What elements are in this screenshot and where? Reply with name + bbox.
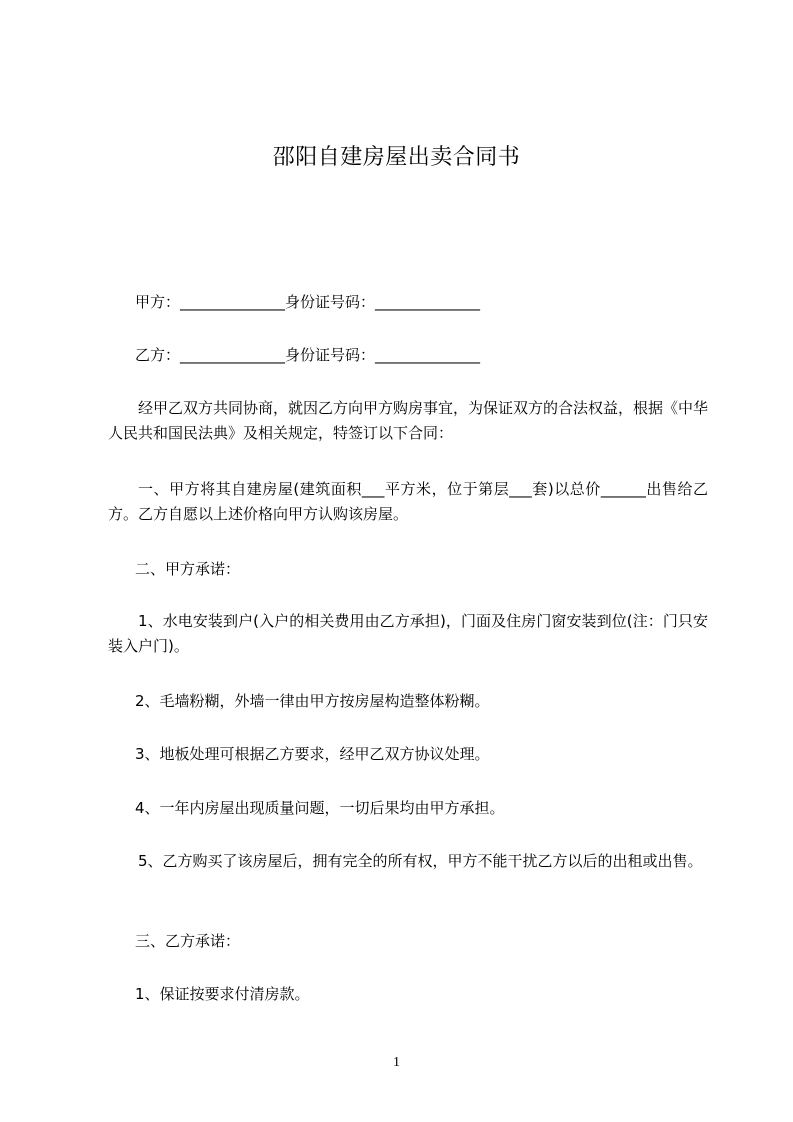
party-b-line: 乙方：______________身份证号码：______________ — [135, 346, 481, 364]
clause-2-item-1: 1、水电安装到户(入户的相关费用由乙方承担)，门面及住房门窗安装到位(注：门只安装入户门)。 — [108, 612, 708, 655]
clause-2-item-4: 4、一年内房屋出现质量问题，一切后果均由甲方承担。 — [135, 799, 505, 817]
party-a-line: 甲方：______________身份证号码：______________ — [135, 293, 481, 311]
clause-2-heading: 二、甲方承诺： — [135, 560, 241, 578]
clause-2-item-5: 5、乙方购买了该房屋后，拥有完全的所有权，甲方不能干扰乙方以后的出租或出售。 — [138, 852, 703, 870]
preamble-paragraph: 经甲乙双方共同协商，就因乙方向甲方购房事宜，为保证双方的合法权益，根据《中华人民共和国民法典》及相关规定，特签订以下合同： — [108, 399, 709, 442]
page-number: 1 — [393, 1055, 400, 1070]
clause-3-item-1: 1、保证按要求付清房款。 — [135, 985, 310, 1003]
clause-2-item-2: 2、毛墙粉糊，外墙一律由甲方按房屋构造整体粉糊。 — [135, 692, 490, 710]
clause-3-heading: 三、乙方承诺： — [135, 932, 241, 950]
clause-1-paragraph: 一、甲方将其自建房屋(建筑面积___平方米，位于第层___套)以总价______出售给乙方。乙方自愿以上述价格向甲方认购该房屋。 — [108, 480, 708, 523]
document-title: 邵阳自建房屋出卖合同书 — [272, 145, 521, 170]
clause-2-item-3: 3、地板处理可根据乙方要求，经甲乙双方协议处理。 — [135, 745, 490, 763]
